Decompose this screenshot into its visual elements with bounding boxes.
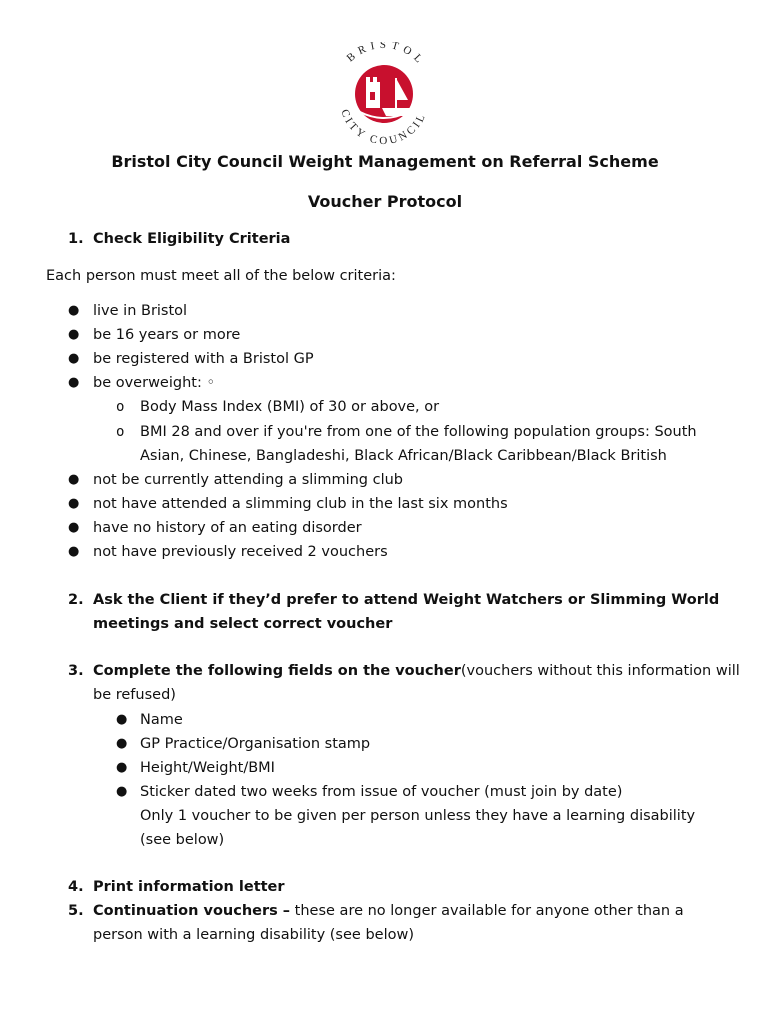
criteria-item: be registered with a Bristol GP <box>93 351 314 367</box>
criteria-item: be overweight: ◦ <box>93 375 216 391</box>
bullet-icon: ● <box>68 303 80 318</box>
section-1-number: 1. <box>68 231 84 247</box>
svg-text:CITY COUNCIL: CITY COUNCIL <box>338 107 429 146</box>
bullet-icon: ● <box>68 327 80 342</box>
section-3-number: 3. <box>68 663 84 679</box>
section-4-heading: Print information letter <box>93 879 285 895</box>
section-2-heading-continued: meetings and select correct voucher <box>93 616 393 632</box>
section-2-number: 2. <box>68 592 84 608</box>
voucher-field-item: Name <box>140 712 183 728</box>
bullet-icon: ● <box>116 760 128 775</box>
criteria-item: live in Bristol <box>93 303 188 319</box>
criteria-item: not be currently attending a slimming club <box>93 472 404 488</box>
section-1-heading: Check Eligibility Criteria <box>93 231 291 247</box>
document-subtitle: Voucher Protocol <box>307 192 463 211</box>
voucher-note: Only 1 voucher to be given per person unless they have a learning disability <box>140 808 696 824</box>
criteria-sub-item-continued: Asian, Chinese, Bangladeshi, Black African/Black Caribbean/Black British <box>140 448 667 464</box>
section-5-text <box>93 901 684 921</box>
section-3-text <box>93 661 740 681</box>
voucher-note-continued: (see below) <box>140 832 225 848</box>
bullet-icon: ● <box>116 784 128 799</box>
section-1-intro: Each person must meet all of the below criteria: <box>46 268 396 284</box>
section-5-heading: Continuation vouchers – <box>93 903 291 919</box>
bullet-icon: ● <box>68 544 80 559</box>
section-3-heading: Complete the following fields on the voucher <box>93 663 461 679</box>
criteria-sub-item: BMI 28 and over if you're from one of the following population groups: South <box>140 424 697 440</box>
sub-bullet-icon: o <box>116 399 125 415</box>
section-5-text-continued: person with a learning disability (see below) <box>93 927 414 943</box>
section-4-number: 4. <box>68 879 84 895</box>
sub-bullet-icon: o <box>116 424 125 440</box>
bullet-icon: ● <box>68 472 80 487</box>
section-3-text-continued: be refused) <box>93 687 176 703</box>
bullet-icon: ● <box>68 351 80 366</box>
section-5-number: 5. <box>68 903 84 919</box>
criteria-item: have no history of an eating disorder <box>93 520 362 536</box>
voucher-field-item: GP Practice/Organisation stamp <box>140 736 371 752</box>
section-2-heading: Ask the Client if they’d prefer to attend Weight Watchers or Slimming World <box>93 592 720 608</box>
bullet-icon: ● <box>68 520 80 535</box>
bristol-city-council-logo <box>326 42 442 146</box>
criteria-item: not have previously received 2 vouchers <box>93 544 388 560</box>
council-seal-icon <box>326 42 442 146</box>
voucher-field-item: Sticker dated two weeks from issue of voucher (must join by date) <box>140 784 623 800</box>
svg-text:BRISTOL: BRISTOL <box>344 42 428 69</box>
voucher-field-item: Height/Weight/BMI <box>140 760 275 776</box>
bullet-icon: ● <box>116 712 128 727</box>
bullet-icon: ● <box>68 375 80 390</box>
section-3-rest: (vouchers without this information will <box>460 663 740 679</box>
criteria-item: not have attended a slimming club in the last six months <box>93 496 508 512</box>
bullet-icon: ● <box>68 496 80 511</box>
criteria-sub-item: Body Mass Index (BMI) of 30 or above, or <box>140 399 440 415</box>
criteria-item: be 16 years or more <box>93 327 241 343</box>
section-5-rest: these are no longer available for anyone other than a <box>290 903 684 919</box>
bullet-icon: ● <box>116 736 128 751</box>
document-title: Bristol City Council Weight Management on Referral Scheme <box>111 152 659 171</box>
